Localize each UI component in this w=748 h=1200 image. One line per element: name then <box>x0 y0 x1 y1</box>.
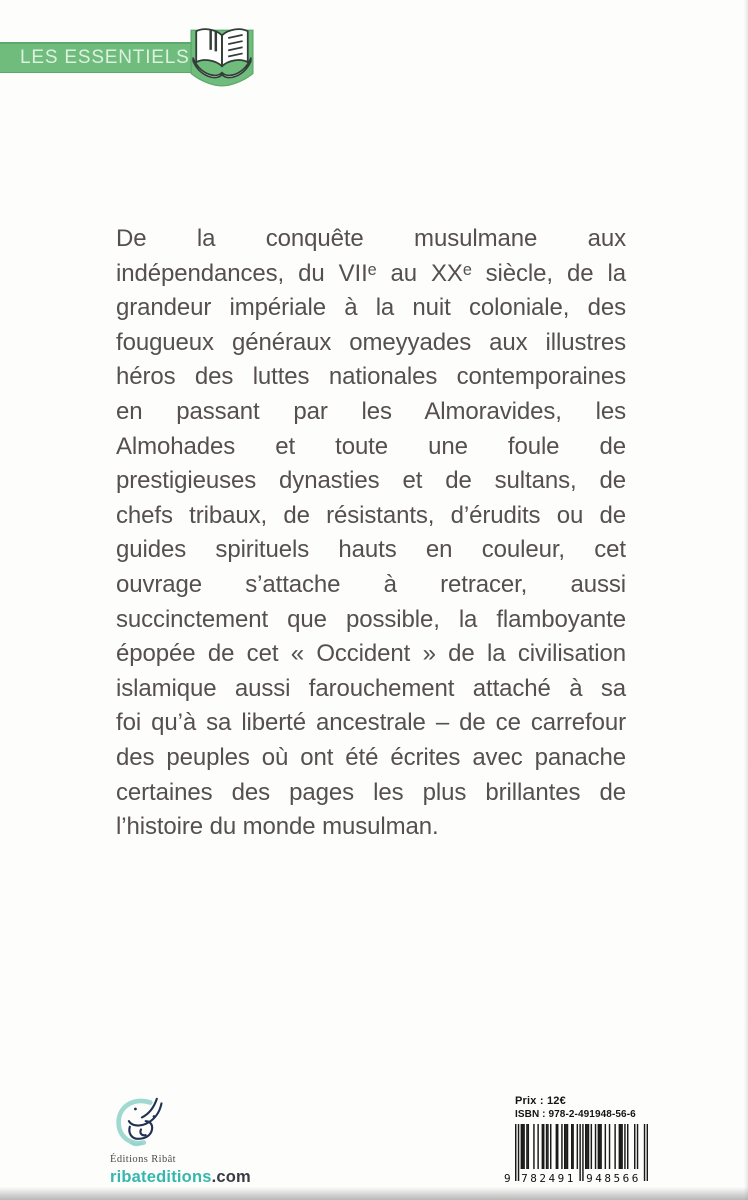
scan-edge-bottom <box>0 1187 748 1200</box>
barcode-digits-right: 948566 <box>586 1172 641 1185</box>
blurb-line: des peuples où ont été écrites avec panache <box>116 743 626 771</box>
back-cover-text <box>116 222 626 845</box>
isbn-label: ISBN : 978-2-491948-56-6 <box>515 1109 636 1120</box>
blurb-line: ouvrage s’attache à retracer, aussi <box>116 570 626 598</box>
publisher-block <box>110 1096 280 1187</box>
series-banner <box>0 42 206 73</box>
blurb-line: prestigieuses dynasties et de sultans, de <box>116 467 626 495</box>
blurb-line: héros des luttes nationales contemporaines <box>116 363 626 391</box>
blurb-line: succinctement que possible, la flamboyante <box>116 605 626 633</box>
price-label: Prix : 12€ <box>515 1095 566 1107</box>
publisher-logo <box>112 1096 170 1150</box>
blurb-line: en passant par les Almoravides, les <box>116 397 626 425</box>
price-isbn-block <box>500 1095 680 1185</box>
barcode-digit-lead: 9 <box>504 1172 511 1185</box>
scan-edge-right <box>744 0 748 1200</box>
blurb-line: foi qu’à sa liberté ancestrale – de ce carrefour <box>116 709 626 737</box>
blurb-line: indépendances, du VIIᵉ au XXᵉ siècle, de la <box>116 259 626 287</box>
website-name: ribateditions <box>110 1168 212 1186</box>
blurb-line: épopée de cet « Occident » de la civilisation <box>116 640 626 668</box>
blurb-line: certaines des pages les plus brillantes de <box>116 778 626 806</box>
open-book-icon <box>188 22 256 90</box>
blurb-line: islamique aussi farouchement attaché à sa <box>116 674 626 702</box>
publisher-website <box>110 1168 280 1187</box>
blurb-line: Almohades et toute une foule de <box>116 432 626 460</box>
blurb-line: guides spirituels hauts en couleur, cet <box>116 536 626 564</box>
blurb-line: fougueux généraux omeyyades aux illustres <box>116 328 626 356</box>
blurb-line: De la conquête musulmane aux <box>116 225 626 252</box>
blurb-line: grandeur impériale à la nuit coloniale, des <box>116 294 626 322</box>
blurb-line: chefs tribaux, de résistants, d’érudits ou de <box>116 501 626 529</box>
series-title: LES ESSENTIELS <box>20 47 190 68</box>
barcode-digits-left: 782491 <box>521 1172 576 1185</box>
website-tld: .com <box>211 1168 251 1186</box>
ean13-barcode <box>504 1124 648 1185</box>
publisher-name: Éditions Ribât <box>110 1154 176 1165</box>
blurb-line: l’histoire du monde musulman. <box>116 813 439 841</box>
